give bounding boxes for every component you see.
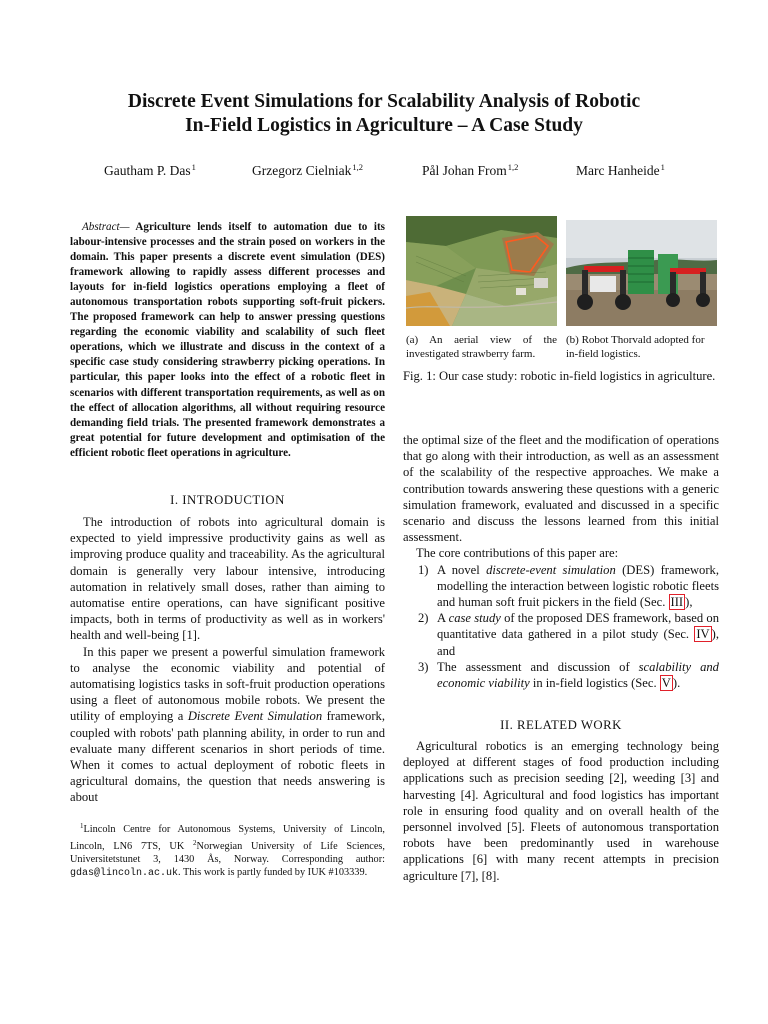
subcaption-b: (b) Robot Thorvald adopted for in-field logistics. [566,334,705,360]
list-item: 3) The assessment and discussion of scalability and economic viability in in-field logistics (Sec. V ). [418,659,719,691]
section-link-iii[interactable]: III [670,595,684,610]
figure-robot-photo [566,220,717,326]
right-paragraph-1: the optimal size of the fleet and the modification of operations that go along with their introduction, as well as an assessment of the scalability of the respective approaches. We make a contribution towards answering these questions with a generic simulation framework, evaluated and discussed in a specific scenario and discuss the lessons learned from this initial assessment. [403,433,719,545]
abstract-label: Abstract— [82,221,130,233]
footnote: $^1$Lincoln Centre for Autonomous Systems, University of Lincoln, Lincoln, LN6 7TS, UK $^2$Norwegian University of Life Sciences, Universitetstunet 3, 1430 Ås, Norway. Corresponding author: gdas@lincoln.ac.uk. This work is partly funded by IUK #103339. [70,822,386,879]
related-paragraph-1: Agricultural robotics is an emerging technology being deployed at different stages of food production including applications such as precision seeding [2], weeding [3] and harvesting [4]. Agricultural and food logistics has important role in ensuring food quality and on overall health of the personnel involved [5]. Fleets of autonomous transportation robots have been predominantly used in warehouse applications [6] with many recent attempts in precision agriculture [7], [8]. [403,739,719,883]
author-4: Marc Hanheide$^1$ [576,162,665,178]
right-column-body [403,432,719,691]
intro-paragraph-2: In this paper we present a powerful simulation framework to analyse the economic viability and potential of automatising logistics tasks in soft-fruit production operations using a fleet of autonomous mobile robots. We present the utility of employing a Discrete Event Simulation framework, coupled with robots' path planning ability, in order to run and evaluate many different scenarios in short periods of time. When it comes to actual deployment of robotic fleets in agricultural domains, the question that needs answering is about [70,644,385,805]
author-3: Pål Johan From$^{1,2}$ [422,162,519,178]
section-heading-introduction: I. INTRODUCTION [170,493,285,507]
author-list [0,162,768,182]
list-item: 1) A novel discrete-event simulation (DES) framework, modelling the interaction between logistic robotic fleets and human soft fruit pickers in the field (Sec. III ), [418,562,719,610]
figure-aerial-photo [406,216,557,326]
subcaption-a: (a) An aerial view of the investigated strawberry farm. [406,334,557,360]
paper-title [60,90,708,138]
section-link-v[interactable]: V [661,676,671,691]
contributions-intro: The core contributions of this paper are: [416,546,619,561]
intro-paragraph-1: The introduction of robots into agricultural domain is expected to yield impressive productivity gains as well as improving produce quality and traceability. As the agricultural domain is generally very labour intensive, introducing automation in relatively small doses, rather than aiming to automatise entire operations, can have significant positive impacts, both in terms of productivity as well as in workers' health and well-being [1]. [70,515,385,643]
author-email: gdas@lincoln.ac.uk [70,867,179,879]
abstract-text: Agriculture lends itself to automation due to its labour-intensive processes and the strain posed on workers in the domain. This paper presents a discrete event simulation (DES) framework allowing to rapidly assess different processes and layouts for in-field logistics operations employing a fleet of autonomous transportation robots supporting soft-fruit pickers. The proposed framework can help to answer pressing questions regarding the economic viability and scalability of such fleet operations, which we illustrate and discuss in the context of a specific case study considering strawberry picking operations. In particular, this paper looks into the effect of a robotic fleet in scenarios with different transportation requirements, as well as on the effect of allocation algorithms, all without requiring resource demanding field trials. The presented framework demonstrates a great potential for future development and optimisation of the efficient robotic fleet operations in agriculture. [70,221,385,459]
contributions-list [403,562,719,692]
list-item: 2) A case study of the proposed DES framework, based on quantitative data gathered in a pilot study (Sec. IV ), and [418,611,719,658]
introduction-body [70,514,385,806]
title-line-1: Discrete Event Simulations for Scalability Analysis of Robotic [127,91,641,112]
figure-caption: Fig. 1: Our case study: robotic in-field logistics in agriculture. [403,369,716,383]
related-work-body [403,738,719,884]
author-1: Gautham P. Das$^1$ [104,162,196,178]
author-2: Grzegorz Cielniak$^{1,2}$ [252,162,363,178]
section-heading-related-work: II. RELATED WORK [500,718,622,732]
abstract [70,220,385,461]
section-link-iv[interactable]: IV [696,627,710,642]
title-line-2: In-Field Logistics in Agriculture – A Case Study [185,115,583,136]
